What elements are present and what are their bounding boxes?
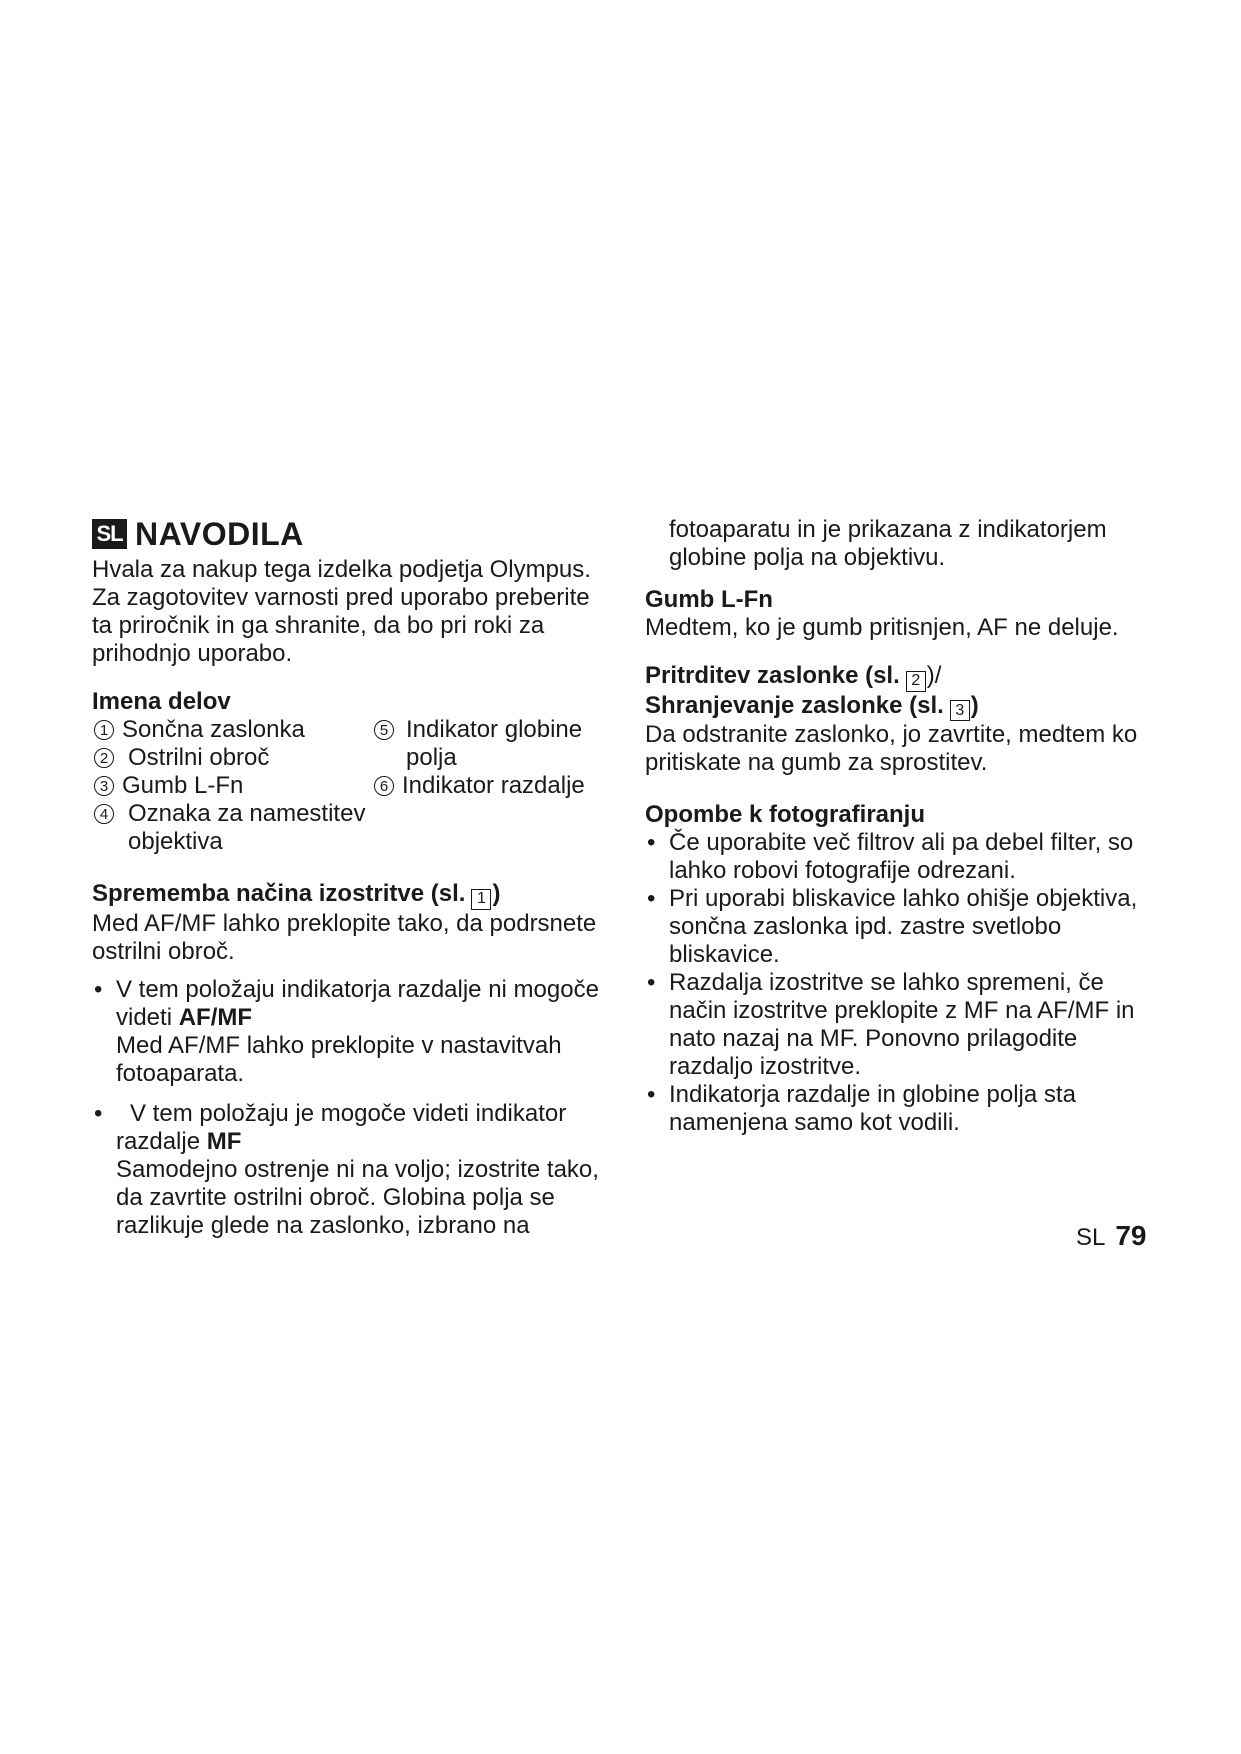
bullet-detail: Samodejno ostrenje ni na voljo; izostrite tako, da zavrtite ostrilni obroč. Globina polja se razlikuje glede na zaslonko, izbrano na (116, 1155, 599, 1239)
focus-mode-heading-text: Sprememba načina izostritve (sl. (92, 880, 466, 907)
part-label: Indikator razdalje (402, 772, 585, 799)
part-label: Ostrilni obroč (128, 744, 270, 771)
note-text: Razdalja izostritve se lahko spremeni, če način izostritve preklopite z MF na AF/MF in nato nazaj na MF. Ponovno prilagodite razdaljo izostritve. (669, 969, 1135, 1080)
lfn-heading: Gumb L-Fn (645, 586, 773, 613)
bullet-bold: AF/MF (178, 1003, 253, 1031)
part-label: Sončna zaslonka (122, 716, 305, 743)
list-item: • Indikatorja razdalje in globine polja sta namenjena samo kot vodili. (647, 1081, 1076, 1136)
part-number: 3 (94, 776, 114, 796)
list-item: • V tem položaju je mogoče videti indikator razdalje MF Samodejno ostrenje ni na voljo; izostrite tako, da zavrtite ostrilni obroč. Globina polja se razlikuje glede na zaslonko, izbrano na (94, 1099, 599, 1239)
language-badge: SL (92, 519, 127, 549)
part-number: 4 (94, 804, 114, 824)
notes-bullets (645, 829, 1165, 1137)
note-text: Pri uporabi bliskavice lahko ohišje objektiva, sončna zaslonka ipd. zastre svetlobo bliskavice. (669, 885, 1138, 968)
right-column (645, 516, 1165, 1137)
figure-ref: 1 (471, 889, 491, 910)
lfn-text: Medtem, ko je gumb pritisnjen, AF ne deluje. (645, 614, 1119, 641)
hood-storage-heading (645, 692, 1165, 722)
hood-attach-heading-text: Pritrditev zaslonke (sl. (645, 662, 900, 689)
focus-mode-heading (92, 880, 612, 910)
list-item: • Če uporabite več filtrov ali pa debel filter, so lahko robovi fotografije odrezani. (647, 829, 1134, 884)
part-item (92, 800, 392, 856)
focus-mode-continued: fotoaparatu in je prikazana z indikatorjem globine polja na objektivu. (669, 516, 1107, 571)
part-label: Oznaka za namestitev objektiva (128, 800, 366, 855)
hood-storage-heading-text: Shranjevanje zaslonke (sl. (645, 691, 944, 719)
page-title: NAVODILA (135, 516, 304, 552)
list-item: • Pri uporabi bliskavice lahko ohišje objektiva, sončna zaslonka ipd. zastre svetlobo bliskavice. (647, 885, 1138, 968)
notes-heading: Opombe k fotografiranju (645, 801, 926, 828)
bullet-lead: V tem položaju indikatorja razdalje ni mogoče videti (116, 975, 599, 1031)
list-item: • V tem položaju indikatorja razdalje ni mogoče videti AF/MF Med AF/MF lahko preklopite v nastavitvah fotoaparata. (94, 975, 599, 1087)
part-label: Gumb L-Fn (122, 772, 244, 799)
hood-attach-heading (645, 662, 1165, 692)
parts-heading: Imena delov (92, 688, 231, 715)
bullet-lead: V tem položaju je mogoče videti indikator razdalje (116, 1099, 567, 1155)
figure-ref: 3 (950, 700, 970, 721)
focus-mode-bullets (92, 976, 612, 1240)
part-number: 6 (374, 776, 394, 796)
part-label: Indikator globine polja (406, 716, 583, 771)
intro-text: Hvala za nakup tega izdelka podjetja Olympus. Za zagotovitev varnosti pred uporabo preberite ta priročnik in ga shranite, da bo pri roki za prihodnjo uporabo. (92, 556, 591, 667)
left-column (92, 516, 612, 1240)
part-item (92, 716, 372, 744)
part-item (92, 772, 372, 800)
note-text: Če uporabite več filtrov ali pa debel filter, so lahko robovi fotografije odrezani. (669, 829, 1134, 884)
bullet-bold: MF (206, 1127, 242, 1155)
footer-language: SL (1076, 1224, 1106, 1251)
part-item (372, 772, 612, 800)
page-footer (1076, 1220, 1147, 1252)
heading-close: ) (970, 691, 979, 719)
title-row (92, 516, 612, 552)
focus-mode-text: Med AF/MF lahko preklopite tako, da podrsnete ostrilni obroč. (92, 909, 597, 965)
part-number: 1 (94, 720, 114, 740)
hood-text: Da odstranite zaslonko, jo zavrtite, medtem ko pritiskate na gumb za sprostitev. (645, 721, 1138, 776)
list-item: • Razdalja izostritve se lahko spremeni, če način izostritve preklopite z MF na AF/MF in nato nazaj na MF. Ponovno prilagodite razdaljo izostritve. (647, 969, 1135, 1080)
heading-close: )/ (926, 662, 942, 689)
heading-close: ) (492, 880, 501, 907)
part-item (92, 744, 372, 772)
page-number: 79 (1115, 1220, 1147, 1251)
note-text: Indikatorja razdalje in globine polja sta namenjena samo kot vodili. (669, 1081, 1076, 1136)
part-number: 5 (374, 720, 394, 740)
part-item (372, 716, 612, 772)
part-number: 2 (94, 748, 114, 768)
parts-list (92, 716, 612, 856)
figure-ref: 2 (906, 671, 926, 692)
bullet-detail: Med AF/MF lahko preklopite v nastavitvah fotoaparata. (116, 1031, 562, 1087)
